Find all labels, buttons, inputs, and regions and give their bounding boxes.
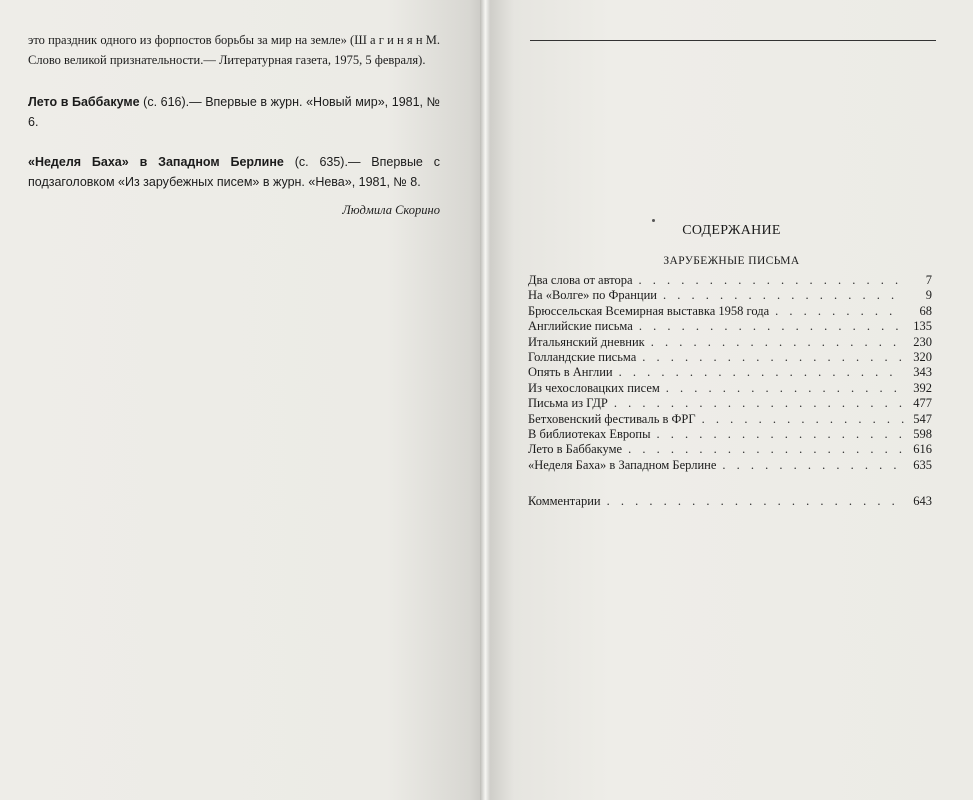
- leader-dots: [614, 396, 904, 411]
- leader-dots: [663, 288, 904, 303]
- commentary-entry: [28, 92, 440, 132]
- print-dot: [652, 219, 655, 222]
- toc-item-label: На «Волге» по Франции: [528, 288, 657, 303]
- toc-item-page: 230: [913, 334, 932, 349]
- toc-item-page: 7: [925, 273, 932, 287]
- entry-heading: «Неделя Баха» в Западном Берлине: [28, 155, 284, 169]
- commentary-entry: [28, 152, 440, 192]
- toc-item-label: В библиотеках Европы: [528, 426, 651, 441]
- toc-item-label: Письма из ГДР: [528, 396, 608, 411]
- entry-text: (с. 635).— Впервые с подзаголовком «Из зарубежных писем» в журн. «Нева», 1981, № 8.: [28, 155, 440, 189]
- commentary-text: [28, 30, 440, 220]
- leader-dots: [607, 494, 904, 509]
- toc-title: СОДЕРЖАНИЕ: [682, 223, 781, 238]
- toc-item[interactable]: [528, 412, 932, 427]
- author-signature: Людмила Скорино: [342, 203, 440, 217]
- leader-dots: [642, 350, 904, 365]
- leader-dots: [628, 442, 904, 457]
- leader-dots: [619, 365, 904, 380]
- toc-item-page: 616: [913, 442, 932, 457]
- left-page: [0, 0, 484, 800]
- top-rule: [530, 40, 936, 41]
- leader-dots: [639, 273, 904, 288]
- toc-item-page: 68: [919, 303, 932, 318]
- entry-text: (с. 616).— Впервые в журн. «Новый мир», 1981, № 6.: [28, 95, 441, 129]
- toc-section-title: ЗАРУБЕЖНЫЕ ПИСЬМА: [663, 255, 800, 267]
- table-of-contents: [528, 273, 932, 509]
- toc-item-label: Лето в Баббакуме: [528, 442, 623, 457]
- toc-item-label: Английские письма: [528, 319, 633, 334]
- toc-item[interactable]: [528, 365, 932, 380]
- leader-dots: [651, 335, 904, 350]
- toc-item[interactable]: [528, 319, 932, 334]
- toc-item-page: 598: [913, 426, 932, 441]
- toc-item[interactable]: [528, 350, 932, 365]
- toc-item[interactable]: [528, 304, 932, 319]
- toc-item-page: 9: [925, 288, 932, 303]
- leader-dots: [639, 319, 904, 334]
- toc-item-label: Итальянский дневник: [528, 334, 645, 349]
- toc-item-label: «Неделя Баха» в Западном Берлине: [528, 457, 717, 472]
- toc-item[interactable]: [528, 396, 932, 411]
- leader-dots: [702, 412, 904, 427]
- toc-item-label: Комментарии: [528, 494, 601, 509]
- toc-item[interactable]: [528, 427, 932, 442]
- leader-dots: [666, 381, 904, 396]
- toc-item-label: Брюссельская Всемирная выставка 1958 года: [528, 303, 770, 318]
- toc-item[interactable]: [528, 288, 932, 303]
- toc-item[interactable]: [528, 273, 932, 288]
- leader-dots: [722, 458, 904, 473]
- toc-item[interactable]: [528, 442, 932, 457]
- toc-item-label: Два слова от автора: [528, 273, 633, 287]
- toc-item-page: 477: [913, 396, 932, 411]
- toc-item-page: 635: [913, 457, 932, 472]
- right-page: [490, 0, 973, 800]
- toc-item-page: 320: [913, 349, 932, 364]
- leader-dots: [657, 427, 904, 442]
- toc-item-label: Из чехословацких писем: [528, 380, 660, 395]
- entry-heading: Лето в Баббакуме: [28, 95, 140, 109]
- toc-item-label: Голландские письма: [528, 349, 637, 364]
- toc-item-page: 135: [913, 319, 932, 334]
- toc-comments-item[interactable]: [528, 494, 932, 509]
- toc-item-page: 547: [913, 411, 932, 426]
- toc-item[interactable]: [528, 381, 932, 396]
- toc-item-label: Бетховенский фестиваль в ФРГ: [528, 411, 696, 426]
- toc-item-page: 643: [913, 494, 932, 509]
- toc-item[interactable]: [528, 458, 932, 473]
- toc-item[interactable]: [528, 335, 932, 350]
- leader-dots: [775, 304, 904, 319]
- toc-item-page: 343: [913, 365, 932, 380]
- toc-item-label: Опять в Англии: [528, 365, 613, 380]
- continuation-paragraph: это праздник одного из форпостов борьбы за мир на земле» (Ш а г и н я н М. Слово великой признательности.— Литературная газета, 1975, 5 февраля).: [28, 33, 440, 67]
- toc-item-page: 392: [913, 380, 932, 395]
